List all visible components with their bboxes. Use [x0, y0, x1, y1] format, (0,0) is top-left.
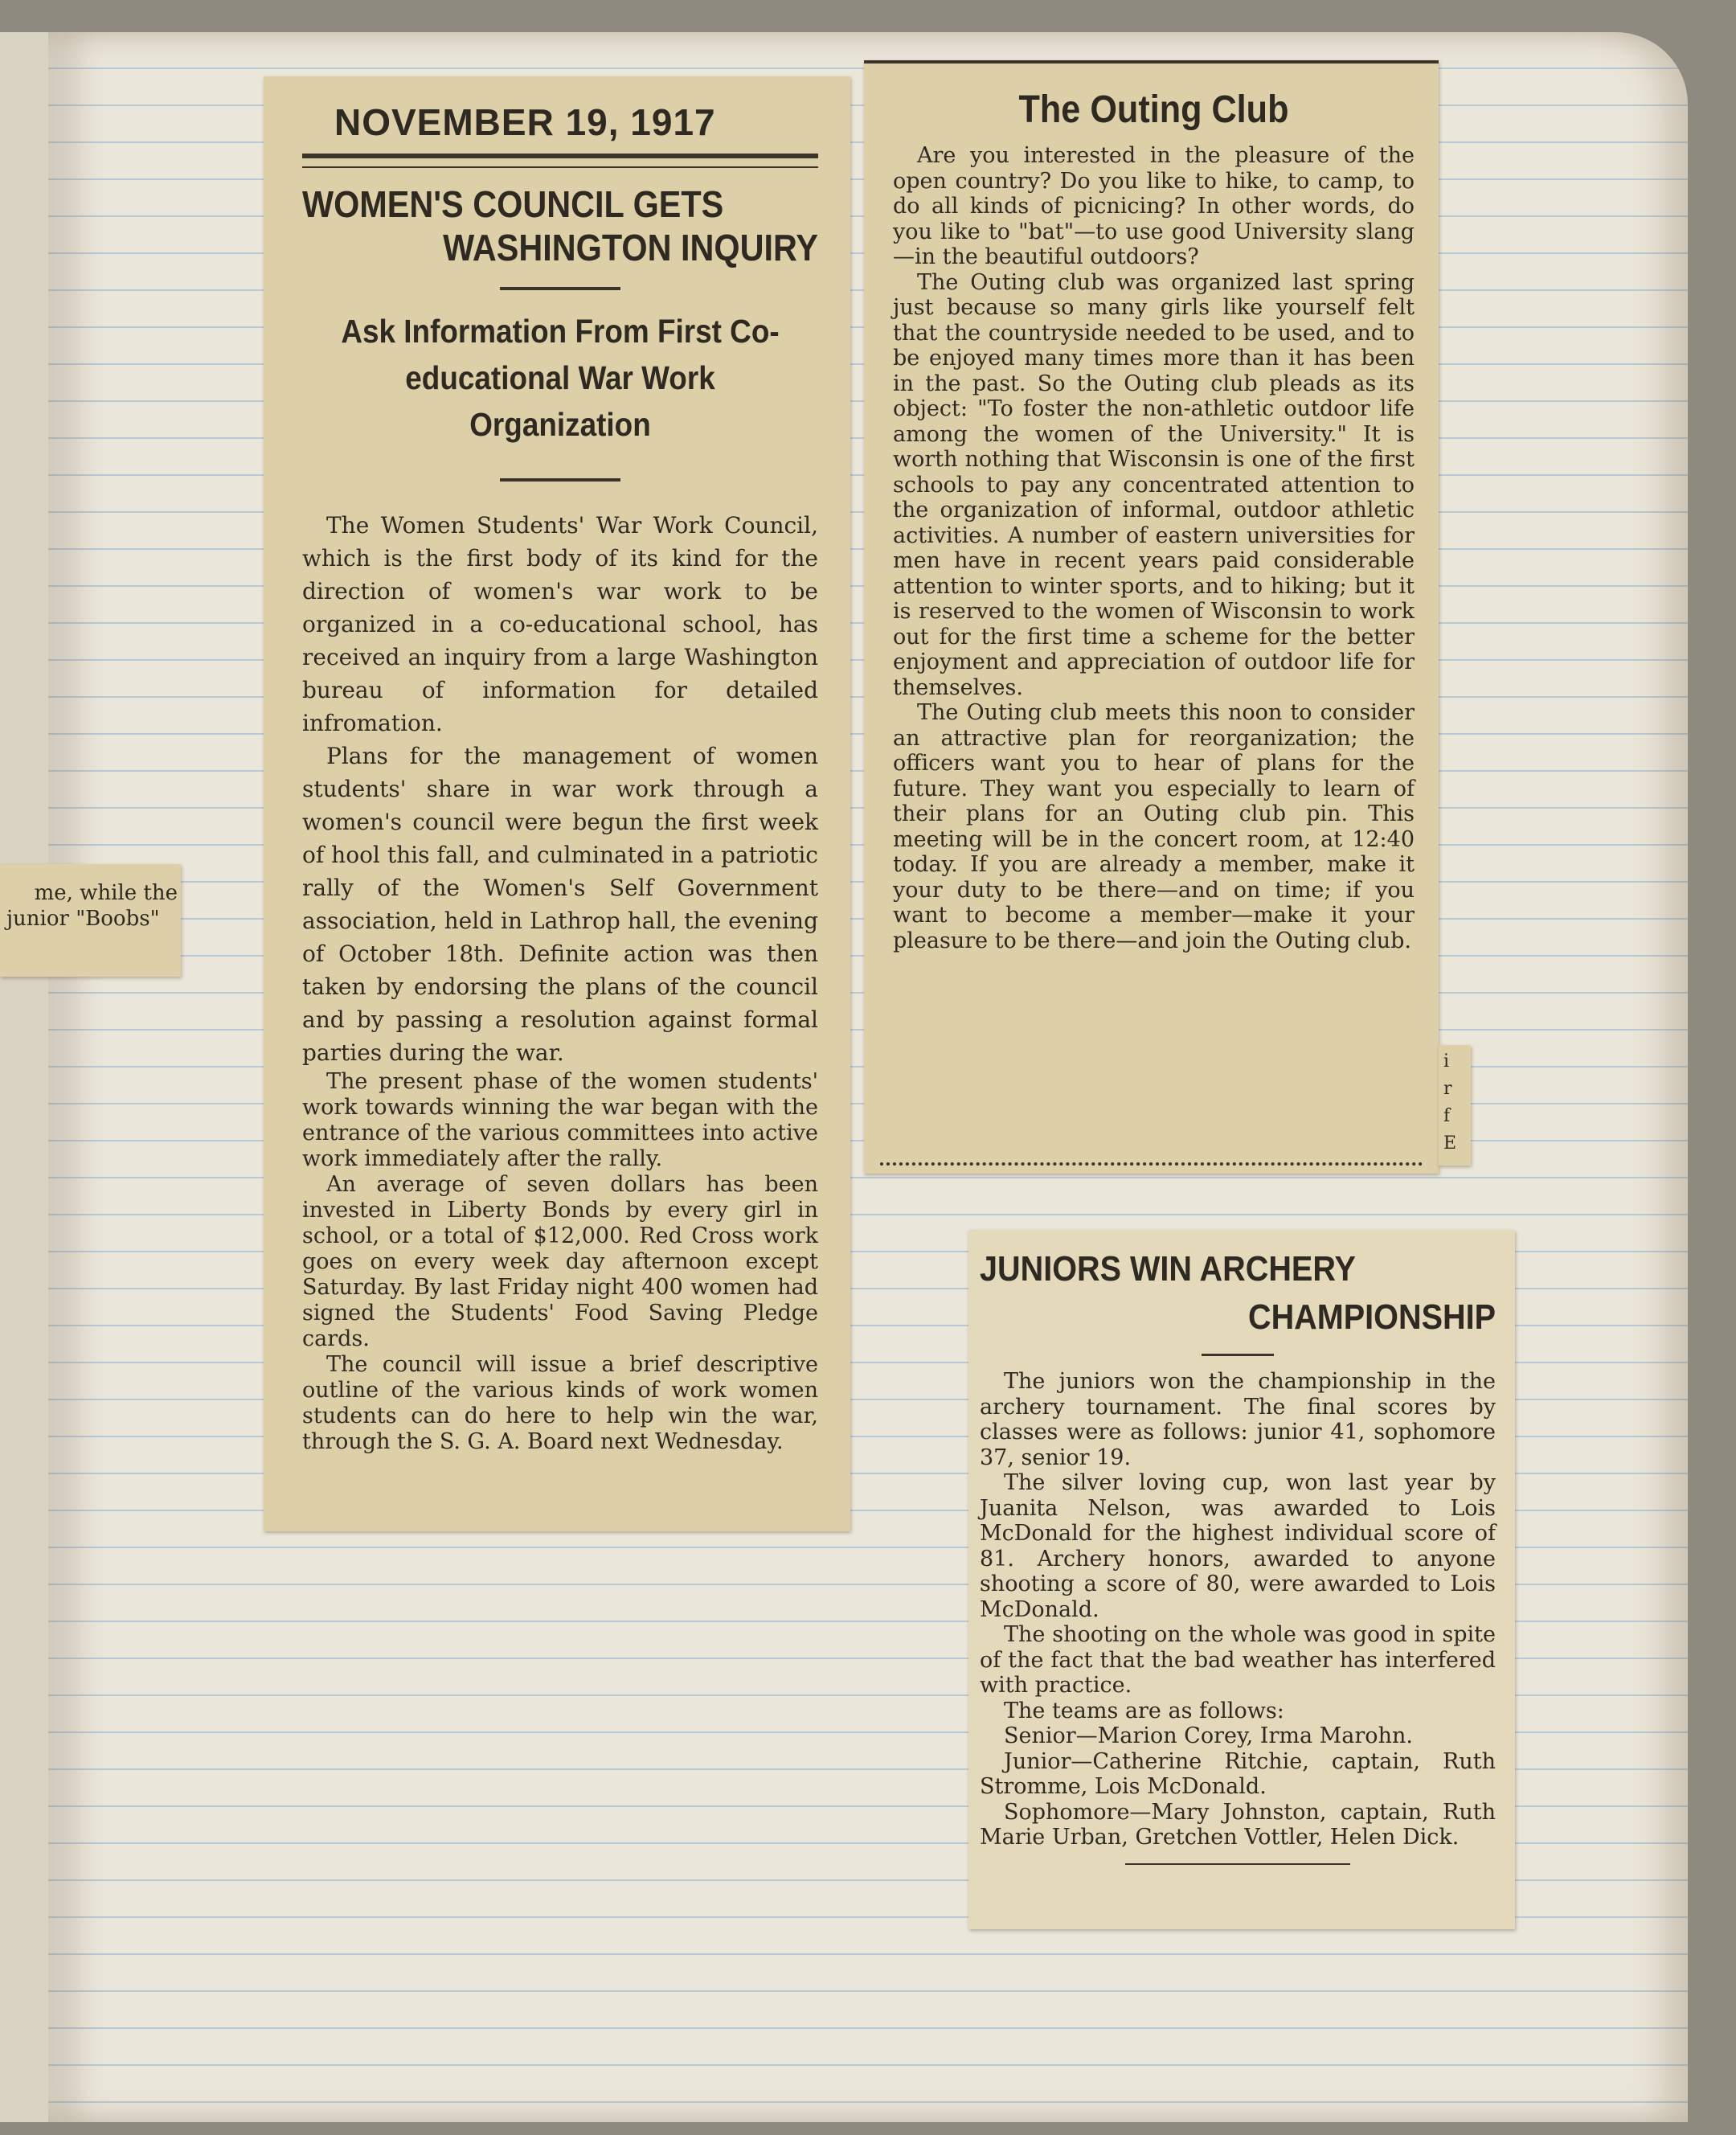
divider [1202, 1354, 1274, 1356]
clipping-edge-fragment [1439, 1045, 1471, 1166]
article-paragraph: Junior—Catherine Ritchie, captain, Ruth Stromme, Lois McDonald. [980, 1748, 1496, 1799]
divider [1125, 1863, 1350, 1865]
headline: The Outing Club [1018, 88, 1289, 131]
edge-letter: i [1443, 1051, 1450, 1072]
clipping-archery [968, 1230, 1515, 1929]
edge-letter: f [1443, 1106, 1451, 1126]
divider [500, 478, 620, 482]
divider [500, 287, 620, 290]
article-paragraph: The shooting on the whole was good in spite of the fact that the bad weather has interfered with practice. [980, 1622, 1496, 1698]
clipping-womens-council [264, 76, 850, 1531]
clipping-outing-club [864, 60, 1439, 1174]
article-paragraph: Senior—Marion Corey, Irma Marohn. [1004, 1723, 1413, 1748]
article-paragraph: The Women Students' War Work Council, which is the first body of its kind for the direction of women's war work to be organized in a co-educational school, has received an inquiry from a large Washington bureau of information for detailed infromation. [302, 512, 818, 736]
article-paragraph: Are you interested in the pleasure of the open country? Do you like to hike, to camp, to do all kinds of picnicing? In other words, do you like to "bat"—to use good University slang—in the beautiful outdoors? [893, 143, 1415, 269]
date-rule [302, 154, 818, 168]
article-paragraph: An average of seven dollars has been invested in Liberty Bonds by every girl in school, or a total of $12,000. Red Cross work goes on every week day afternoon except Saturday. By last Friday night 400 women had signed the Students' Food Saving Pledge cards. [302, 1172, 818, 1351]
article-paragraph: The council will issue a brief descriptive outline of the various kinds of work women students can do here to help win the war, through the S. G. A. Board next Wednesday. [302, 1352, 818, 1454]
headline-line: CHAMPIONSHIP [1247, 1297, 1496, 1337]
article-paragraph: The Outing club was organized last spring just because so many girls like yourself felt that the countryside needed to be used, and to be enjoyed many times more than it has been in the past. So the Outing club pleads as its object: "To foster the non-athletic outdoor life among the women of the University." It is worth nothing that Wisconsin is one of the first schools to pay any concentrated attention to the organization of informal, outdoor athletic activities. A number of eastern universities for men have in recent years paid considerable attention to winter sports, and to hiking; but it is reserved to the women of Wisconsin to work out for the first time a scheme for the better enjoyment and appreciation of outdoor life for themselves. [893, 269, 1415, 700]
article-paragraph: The present phase of the women students' work towards winning the war began with the entrance of the various committees into active work immediately after the rally. [302, 1069, 818, 1171]
edge-letter: E [1443, 1133, 1457, 1154]
article-paragraph: The Outing club meets this noon to consider an attractive plan for reorganization; the officers want you to hear of plans for the future. They want you especially to learn of their plans for an Outing club pin. This meeting will be in the concert room, at 12:40 today. If you are already a member, make it your duty to be there—and on time; if you want to become a member—make it your pleasure to be there—and join the Outing club. [893, 700, 1415, 953]
fragment-line: me, while the [34, 881, 178, 905]
headline-line: WASHINGTON INQUIRY [443, 227, 818, 268]
subheadline-line: Organization [469, 406, 651, 443]
fragment-line: junior "Boobs" [6, 907, 160, 931]
article-paragraph: The silver loving cup, won last year by Juanita Nelson, was awarded to Lois McDonald for the highest individual score of 81. Archery honors, awarded to anyone shooting a score of 80, were awarded to Lois McDonald. [980, 1470, 1496, 1622]
edge-letter: r [1443, 1079, 1452, 1099]
article-paragraph: Plans for the management of women students' share in war work through a women's council were begun the first week of hool this fall, and culminated in a patriotic rally of the Women's Self Government association, held in Lathrop hall, the evening of October 18th. Definite action was then taken by endorsing the plans of the council and by passing a resolution against formal parties during the war. [302, 743, 818, 1066]
article-paragraph: The juniors won the championship in the archery tournament. The final scores by classes were as follows: junior 41, sophomore 37, senior 19. [980, 1369, 1496, 1470]
article-paragraph: Sophomore—Mary Johnston, captain, Ruth Marie Urban, Gretchen Vottler, Helen Dick. [980, 1799, 1496, 1850]
article-paragraph: The teams are as follows: [1004, 1698, 1284, 1723]
clipping-fragment [0, 864, 181, 977]
headline-line: JUNIORS WIN ARCHERY [980, 1249, 1356, 1289]
clipping-date: NOVEMBER 19, 1917 [334, 101, 716, 143]
subheadline-line: educational War Work [405, 359, 715, 396]
wavy-border [880, 1156, 1423, 1166]
headline-line: WOMEN'S COUNCIL GETS [302, 183, 724, 225]
subheadline-line: Ask Information From First Co- [341, 313, 780, 350]
